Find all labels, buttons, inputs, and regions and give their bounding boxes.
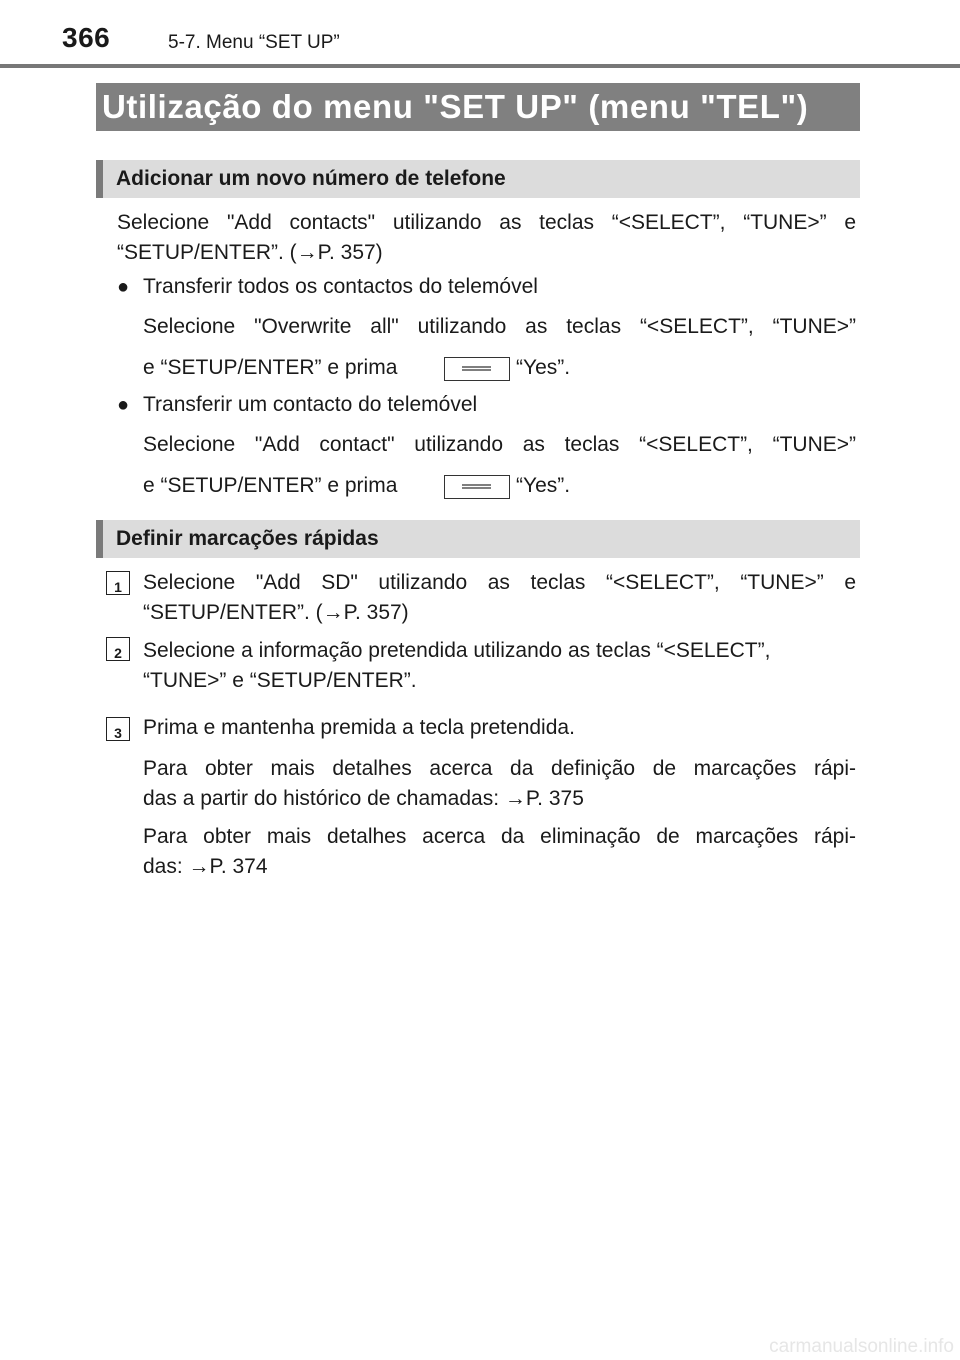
bullet1-line2: e “SETUP/ENTER” e prima bbox=[143, 356, 398, 379]
header-divider bbox=[0, 64, 960, 68]
step3-line3: das a partir do histórico de chamadas: →P. 375 bbox=[143, 787, 584, 810]
step2-line1: Selecione a informação pretendida utilizando as teclas “<SELECT”, bbox=[143, 639, 771, 662]
bullet2-title: Transferir um contacto do telemóvel bbox=[143, 393, 478, 416]
section-heading-speed-dial: Definir marcações rápidas bbox=[96, 520, 860, 558]
bullet2-line2: e “SETUP/ENTER” e prima bbox=[143, 474, 398, 497]
watermark-site: carmanualsonline.info bbox=[769, 1336, 954, 1357]
step1-line1: Selecione "Add SD" utilizando as teclas “<SELECT”, “TUNE>” e bbox=[143, 571, 856, 594]
step1-line2: “SETUP/ENTER”. (→P. 357) bbox=[143, 601, 409, 624]
bullet1-title: Transferir todos os contactos do telemóvel bbox=[143, 275, 538, 298]
step-number: 3 bbox=[106, 717, 130, 741]
step3-line1: Prima e mantenha premida a tecla pretendida. bbox=[143, 716, 575, 739]
phone-key-icon bbox=[444, 357, 510, 381]
page-number: 366 bbox=[62, 22, 111, 53]
bullet-icon: ● bbox=[117, 276, 130, 298]
step3-line2: Para obter mais detalhes acerca da definição de marcações rápi- bbox=[143, 757, 856, 780]
section-breadcrumb: 5-7. Menu “SET UP” bbox=[168, 32, 340, 53]
phone-key-icon bbox=[444, 475, 510, 499]
bullet1-line1: Selecione "Overwrite all" utilizando as teclas “<SELECT”, “TUNE>” bbox=[143, 315, 856, 338]
step2-line2: “TUNE>” e “SETUP/ENTER”. bbox=[143, 669, 417, 692]
section-heading-add-number: Adicionar um novo número de telefone bbox=[96, 160, 860, 198]
bullet2-line1: Selecione "Add contact" utilizando as teclas “<SELECT”, “TUNE>” bbox=[143, 433, 856, 456]
bullet1-line3: “Yes”. bbox=[516, 356, 571, 379]
step-number: 2 bbox=[106, 637, 130, 661]
step3-line4: Para obter mais detalhes acerca da eliminação de marcações rápi- bbox=[143, 825, 856, 848]
section1-intro-line2: “SETUP/ENTER”. (→P. 357) bbox=[117, 241, 383, 264]
section1-intro-line1: Selecione "Add contacts" utilizando as teclas “<SELECT”, “TUNE>” e bbox=[117, 211, 856, 234]
step-number: 1 bbox=[106, 571, 130, 595]
step3-line5: das: →P. 374 bbox=[143, 855, 268, 878]
bullet2-line3: “Yes”. bbox=[516, 474, 571, 497]
bullet-icon: ● bbox=[117, 394, 130, 416]
page-title: Utilização do menu "SET UP" (menu "TEL") bbox=[96, 83, 860, 131]
